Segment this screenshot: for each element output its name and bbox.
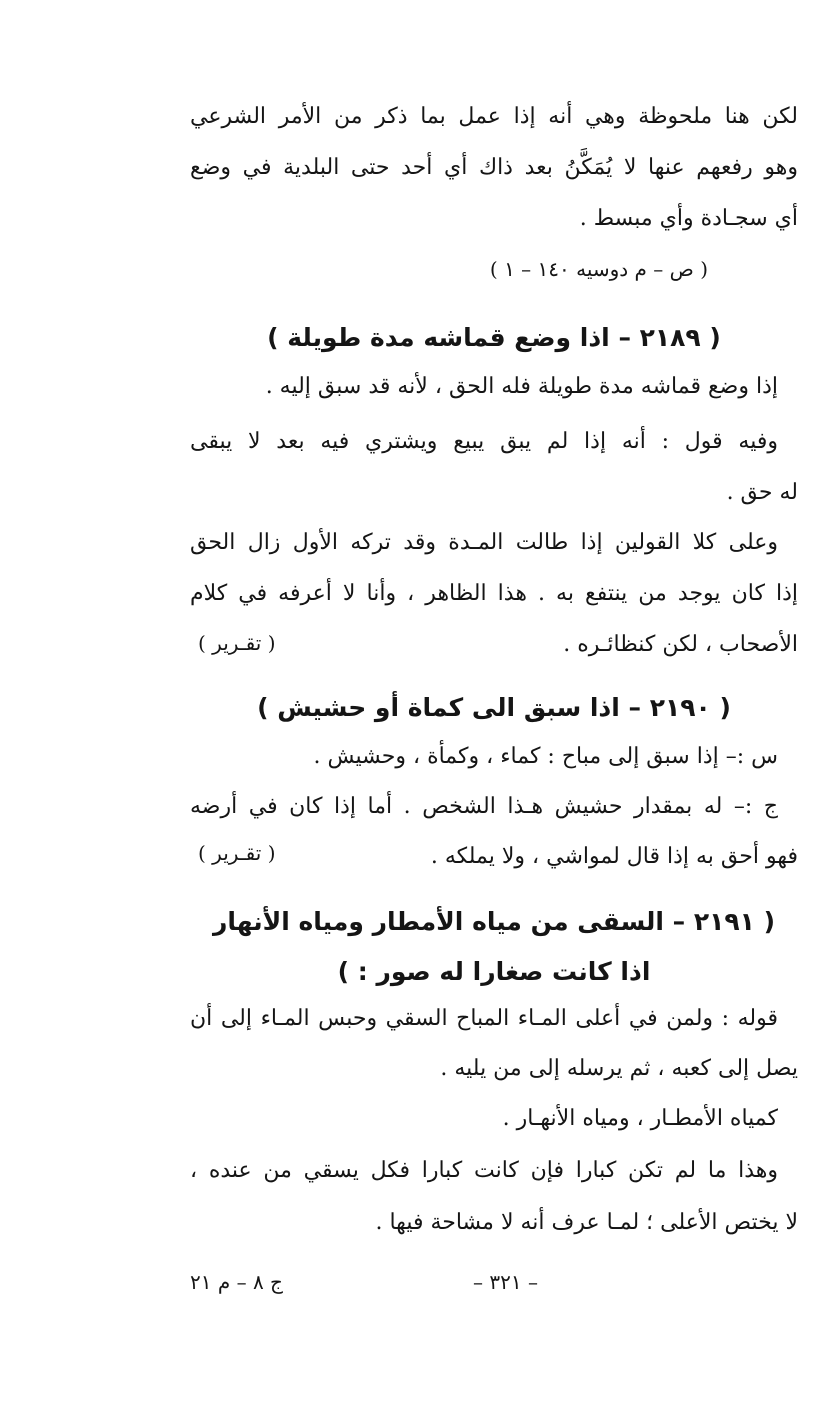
section-2191-line-1: قوله : ولمن في أعلى المـاء المباح السقي وحبس المـاء إلى أن [190, 1006, 778, 1031]
source-reference: ( ص – م دوسيه ١٤٠ – ١ ) [489, 257, 708, 281]
section-2190-line-2: ج :– له بمقدار حشيش هـذا الشخص . أما إذا كان في أرضه [190, 794, 778, 819]
section-2191-heading-line-2: اذا كانت صغارا له صور : ) [337, 957, 651, 986]
section-2189-line-4: وعلى كلا القولين إذا طالت المـدة وقد تركه الأول زال الحق [190, 530, 778, 555]
page-number: – ٣٢١ – [473, 1270, 538, 1294]
section-2190-line-1: س :– إذا سبق إلى مباح : كماء ، وكمأة ، وحشيش . [313, 744, 778, 769]
section-2190-tag: ( تقـرير ) [198, 841, 276, 865]
intro-line-1: لكن هنا ملحوظة وهي أنه إذا عمل بما ذكر من الأمر الشرعي [190, 104, 798, 129]
section-2189-line-1: إذا وضع قماشه مدة طويلة فله الحق ، لأنه قد سبق إليه . [265, 374, 778, 399]
section-2189-tag: ( تقـرير ) [198, 631, 276, 655]
section-2191-line-2: يصل إلى كعبه ، ثم يرسله إلى من يليه . [440, 1056, 798, 1081]
section-2189-line-2: وفيه قول : أنه إذا لم يبق يبيع ويشتري فيه بعد لا يبقى [190, 429, 778, 454]
printer-signature: ج ٨ – م ٢١ [190, 1270, 283, 1294]
section-2189-line-3: له حق . [726, 480, 798, 505]
section-2189-line-6: الأصحاب ، لكن كنظائـره . [563, 632, 798, 657]
section-2189-line-5: إذا كان يوجد من ينتفع به . هذا الظاهر ، وأنا لا أعرفه في كلام [190, 581, 798, 606]
intro-line-3: أي سجـادة وأي مبسط . [579, 206, 798, 231]
book-page [190, 92, 798, 1322]
section-2189-heading: ( ٢١٨٩ – اذا وضع قماشه مدة طويلة ) [267, 323, 721, 352]
intro-line-2: وهو رفعهم عنها لا يُمَكَّنُ بعد ذاك أي أحد حتى البلدية في وضع [190, 155, 798, 180]
section-2191-line-3: كمياه الأمطـار ، ومياه الأنهـار . [502, 1106, 778, 1131]
section-2191-heading-line-1: ( ٢١٩١ – السقى من مياه الأمطار ومياه الأنهار [212, 907, 776, 936]
section-2191-line-4: وهذا ما لم تكن كبارا فإن كانت كبارا فكل يسقي من عنده ، [190, 1158, 778, 1183]
section-2190-line-3: فهو أحق به إذا قال لمواشي ، ولا يملكه . [430, 844, 798, 869]
section-2191-line-5: لا يختص الأعلى ؛ لمـا عرف أنه لا مشاحة فيها . [375, 1210, 798, 1235]
section-2190-heading: ( ٢١٩٠ – اذا سبق الى كماة أو حشيش ) [257, 693, 731, 722]
